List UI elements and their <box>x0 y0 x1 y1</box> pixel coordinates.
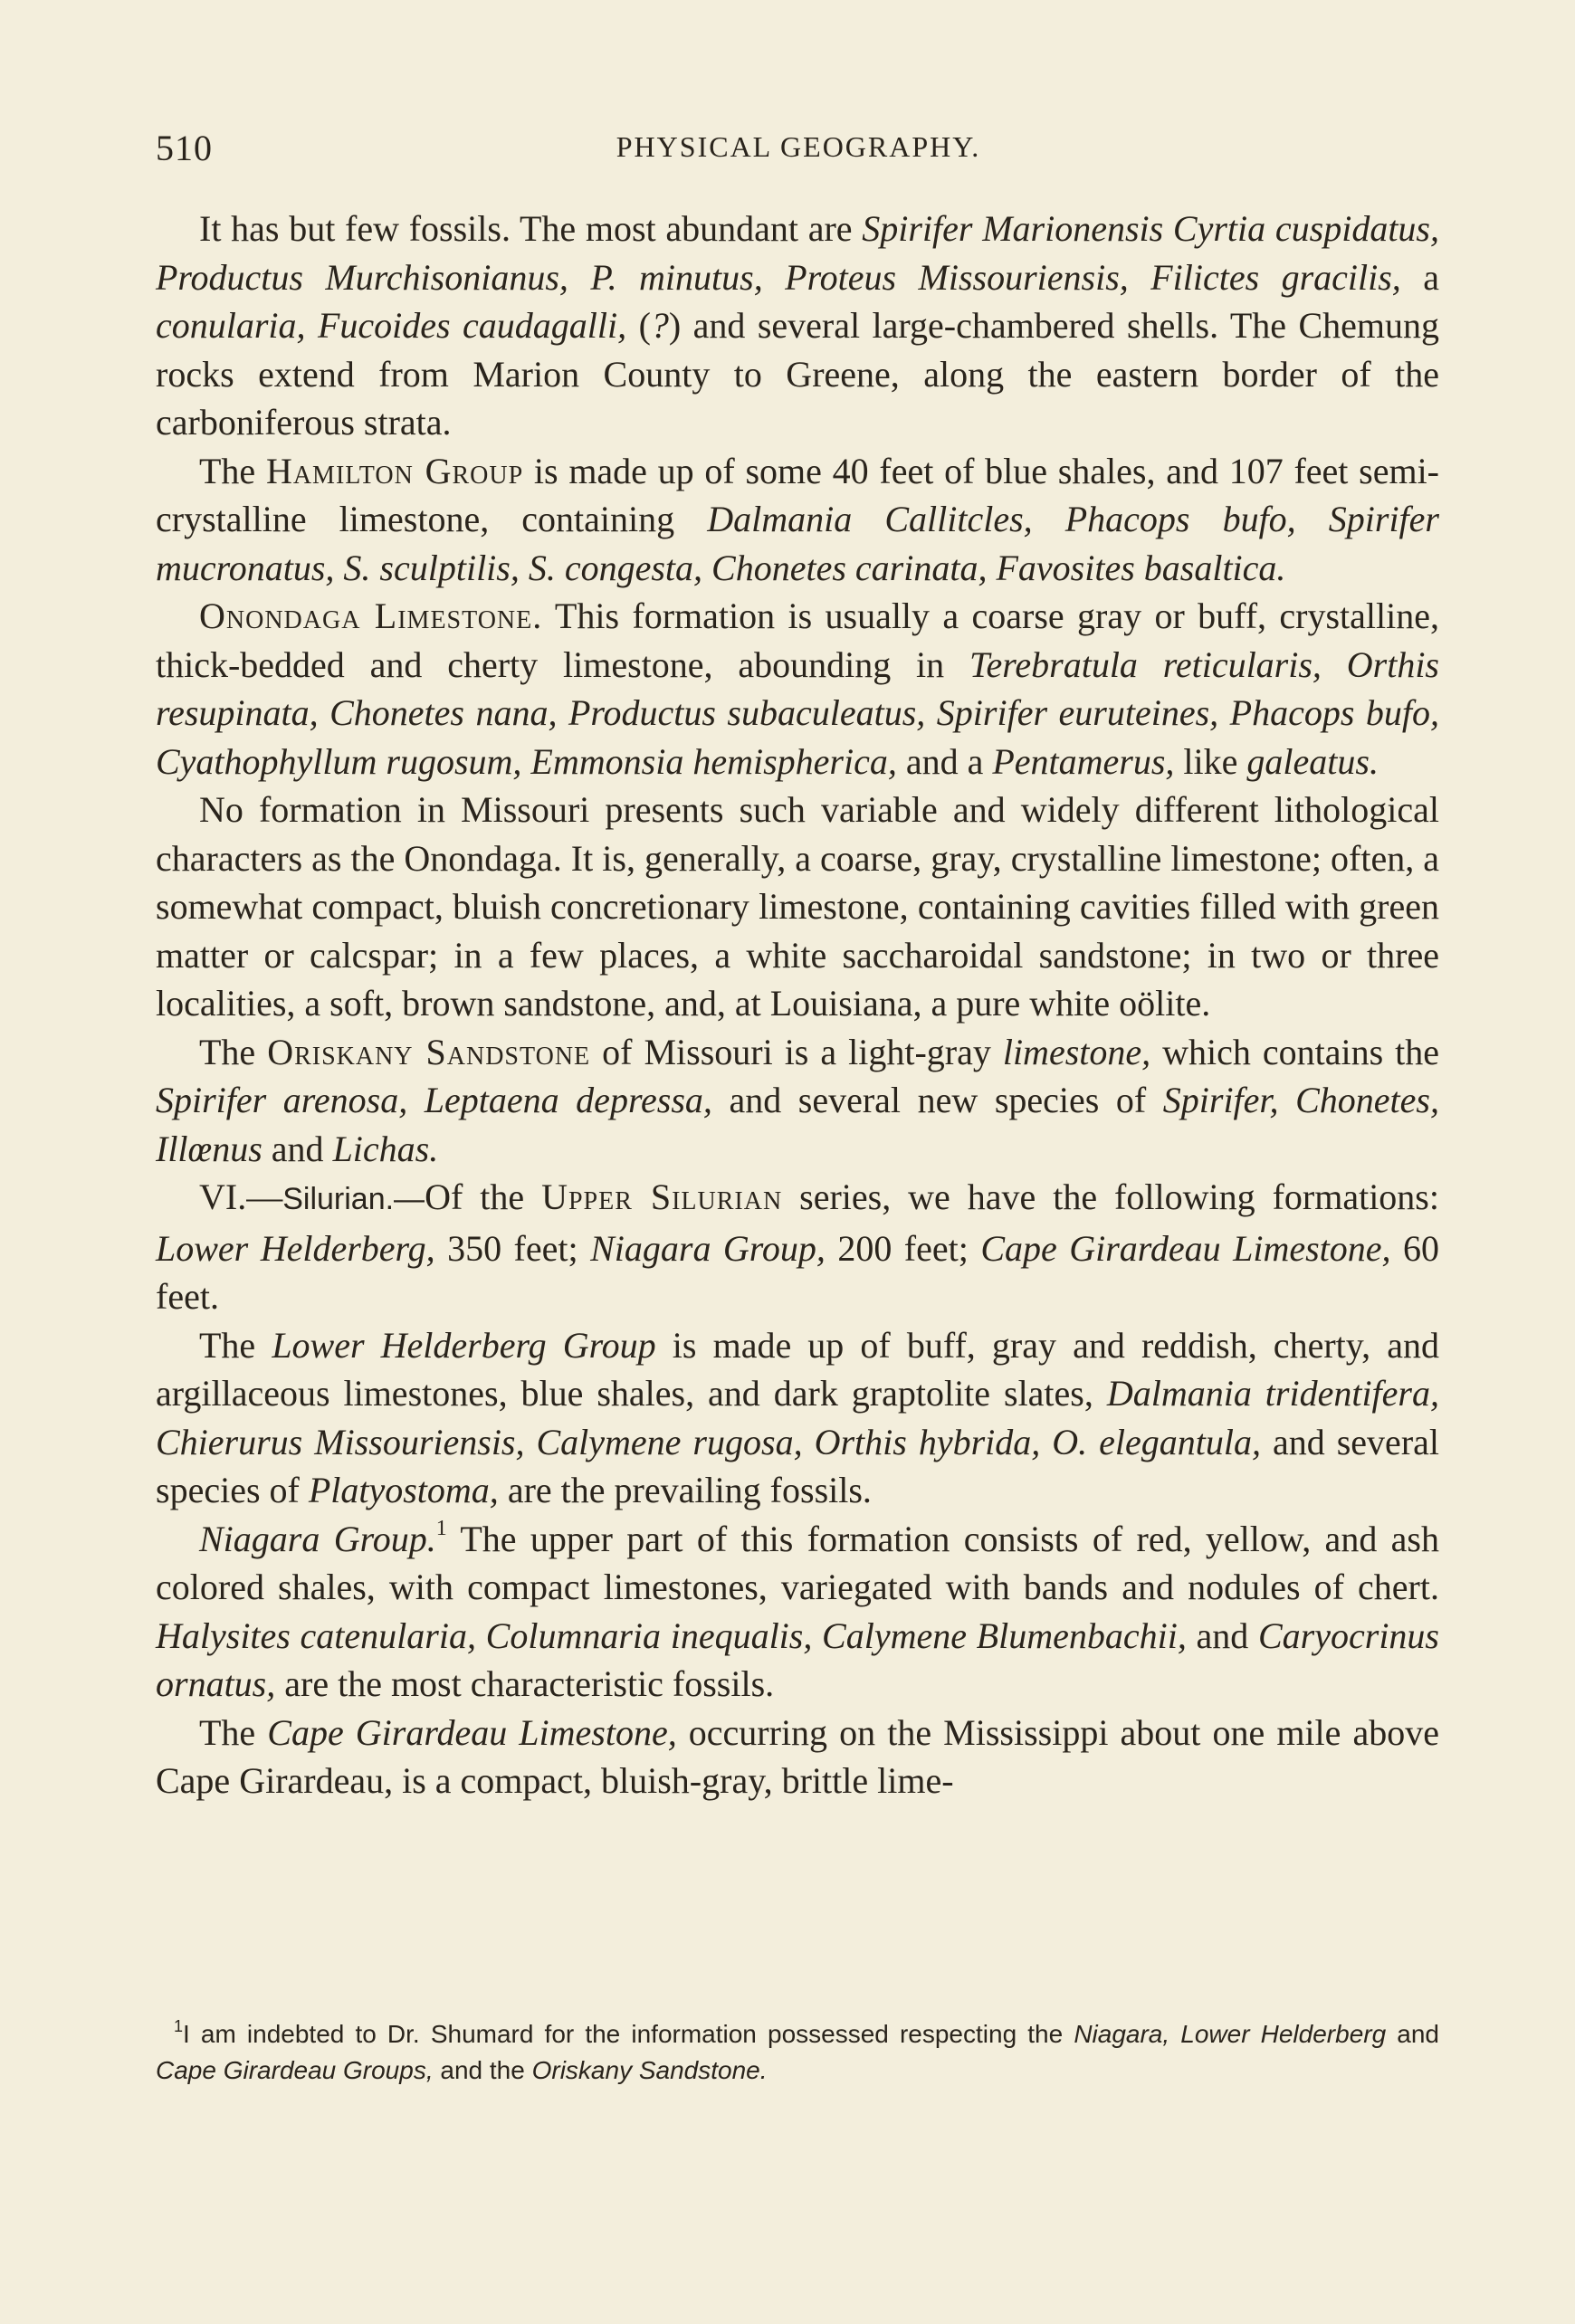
species-names: Spirifer arenosa, Leptaena depressa, <box>156 1080 712 1120</box>
text-run: and <box>1386 2020 1440 2048</box>
paragraph-onondaga-limestone <box>156 592 1439 786</box>
formation-name: Niagara Group. <box>199 1518 436 1559</box>
formation-name: Cape Girardeau Groups, <box>156 2056 434 2084</box>
running-head <box>156 127 1441 172</box>
text-run: Of the <box>425 1176 542 1217</box>
species-names: conularia, Fucoides caudagalli, <box>156 305 627 346</box>
formation-name: Upper Silurian <box>541 1176 783 1217</box>
text-run: No formation in Missouri presents such variable and widely different lithological characters as the Onondaga. It is, generally, a coarse, gray, crystalline limestone; often, a somewhat compact, bluish concretionary limestone, containing cavities filled with green matter or calcspar; in a few places, a white saccharoidal sandstone; in two or three localities, a soft, brown sandstone, and, at Louisiana, a pure white oölite. <box>156 789 1439 1024</box>
section-heading: Silurian.— <box>282 1182 425 1216</box>
formation-name: Niagara Group, <box>590 1227 826 1269</box>
text-run: occurring on the Mississippi about one mile above Cape Girardeau, is a compact, bluish-gray, brittle lime- <box>156 1711 1440 1801</box>
footnote <box>156 2016 1439 2089</box>
running-title: PHYSICAL GEOGRAPHY. <box>616 130 981 163</box>
query-mark: ? <box>650 305 669 346</box>
formation-name: Oriskany Sandstone <box>267 1031 591 1072</box>
text-run: ) and several large-chambered shells. The Chemung rocks extend from Marion County to Greene, along the eastern border of the carboniferous strata. <box>156 305 1439 443</box>
text-run: and the <box>433 2056 532 2084</box>
species-names: Halysites catenularia, Columnaria inequalis, Calymene Blumenbachii, <box>156 1614 1187 1656</box>
text-run: The upper part of this formation consists of red, yellow, and ash colored shales, with compact limestones, variegated with bands and nodules of chert. <box>156 1518 1439 1607</box>
text-run: and a <box>896 740 993 782</box>
formation-name: Lower Helderberg Group <box>272 1324 656 1366</box>
text-run: which contains the <box>1150 1031 1440 1072</box>
text-run: 350 feet; <box>434 1227 591 1269</box>
footnote-reference: 1 <box>435 1516 447 1540</box>
species-names: Caryocrinus ornatus, <box>156 1614 1439 1704</box>
text-run: of Missouri is a light-gray <box>590 1031 1003 1072</box>
paragraph-silurian-section <box>156 1173 1439 1321</box>
paragraph-oriskany-sandstone <box>156 1028 1439 1174</box>
formation-name: Niagara, Lower Helderberg <box>1074 2020 1387 2048</box>
text-run: are the prevailing fossils. <box>498 1470 872 1510</box>
paragraph-onondaga-characters <box>156 786 1439 1028</box>
species-names: Spirifer, Chonetes, Illœnus <box>156 1080 1439 1169</box>
text-run: and <box>1186 1614 1258 1656</box>
footnote-marker: 1 <box>174 2017 184 2035</box>
paragraph-niagara-group <box>156 1515 1439 1709</box>
paragraph-cape-girardeau <box>156 1709 1439 1805</box>
formation-name: Cape Girardeau Limestone, <box>980 1227 1391 1269</box>
text-run: 200 feet; <box>825 1227 981 1269</box>
text-run: The <box>199 1324 272 1366</box>
species-names: limestone, <box>1002 1031 1151 1072</box>
formation-name: Oriskany Sandstone. <box>531 2056 768 2084</box>
section-number: VI.— <box>199 1176 283 1217</box>
species-names: Dalmania Callitcles, Phacops bufo, Spirifer mucronatus, S. sculptilis, S. congesta, Chonetes carinata, Favosites basaltica. <box>156 499 1439 588</box>
paragraph-chemung-fossils <box>156 205 1439 447</box>
text-run: I am indebted to Dr. Shumard for the information possessed respecting the <box>183 2020 1074 2048</box>
text-run: It has but few fossils. The most abundant are <box>199 208 863 249</box>
body-text <box>156 205 1439 1805</box>
species-names: galeatus. <box>1246 740 1379 782</box>
paragraph-lower-helderberg <box>156 1321 1439 1515</box>
text-run: The <box>199 1031 268 1072</box>
text-run: The <box>199 1711 268 1753</box>
species-names: Pentamerus, <box>992 740 1175 782</box>
text-run: 60 feet. <box>156 1227 1439 1317</box>
footnote-text <box>156 2016 1439 2089</box>
text-run: series, we have the following formations: <box>782 1176 1439 1217</box>
formation-name: Lower Helderberg, <box>156 1227 435 1269</box>
text-run: and several new species of <box>711 1080 1163 1120</box>
species-names: Lichas. <box>332 1128 439 1169</box>
formation-name: Cape Girardeau Limestone, <box>267 1711 677 1753</box>
text-run: is made up of buff, gray and reddish, cherty, and argillaceous limestones, blue shales, and dark graptolite slates, <box>156 1324 1440 1414</box>
species-names: Platyostoma, <box>308 1470 499 1510</box>
text-run: The <box>199 450 266 491</box>
formation-name: Onondaga Limestone. <box>199 595 543 636</box>
species-names: Spirifer Marionensis Cyrtia cuspidatus, Productus Murchisonianus, P. minutus, Proteus Missouriensis, Filictes gracilis, <box>156 208 1439 298</box>
species-names: Terebratula reticularis, Orthis resupinata, Chonetes nana, Productus subaculeatus, Spirifer euruteines, Phacops bufo, Cyathophyllum rugosum, Emmonsia hemispherica, <box>156 643 1439 782</box>
text-run: is made up of some 40 feet of blue shales, and 107 feet semi-crystalline limestone, containing <box>156 450 1440 539</box>
paragraph-hamilton-group <box>156 447 1439 593</box>
text-run: like <box>1174 740 1247 782</box>
text-run: and <box>262 1128 333 1169</box>
text-run: ( <box>626 305 651 346</box>
species-names: Dalmania tridentifera, Chierurus Missouriensis, Calymene rugosa, Orthis hybrida, O. elegantula, <box>156 1373 1439 1462</box>
text-run: a <box>1400 256 1439 298</box>
text-run: and several species of <box>156 1421 1439 1510</box>
text-run: are the most characteristic fossils. <box>275 1663 775 1704</box>
page-number: 510 <box>156 128 213 168</box>
formation-name: Hamilton Group <box>265 450 524 491</box>
text-run: This formation is usually a coarse gray or buff, crystalline, thick-bedded and cherty limestone, abounding in <box>156 595 1439 685</box>
